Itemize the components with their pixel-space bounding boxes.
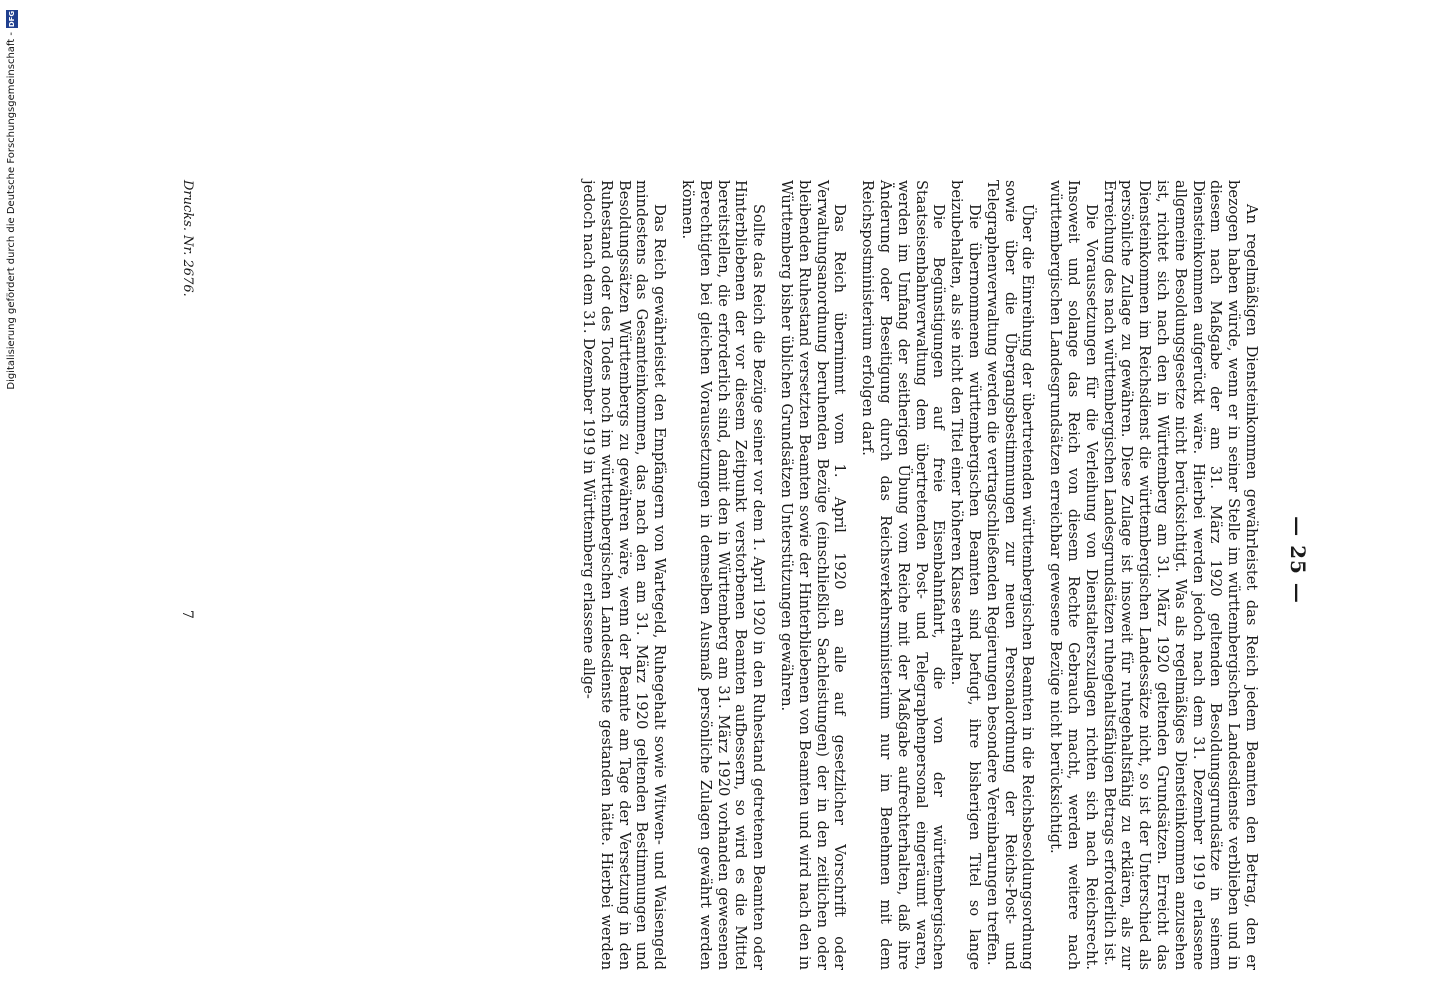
credit-text: Digitalisierung gefördert durch die Deutsche Forschungsgemeinschaft -: [6, 32, 17, 390]
paragraph: Die Voraussetzungen für die Verleihung von Dienstalterszulagen richten sich nach Reichsrecht. Insoweit und solange das Reich von diesem Rechte Gebrauch macht, werden weitere nach württembergischen Landesgrundsätzen erreichbar gewesene Bezüge nicht berücksichtigt.: [1047, 180, 1100, 970]
paragraph: An regelmäßigen Diensteinkommen gewährleistet das Reich jedem Beamten den Betrag, den er bezogen haben würde, wenn er in seiner Stelle im württembergischen Landesdienste verblieben und in diesem nach Maßgabe der am 31. März 1920 geltenden Besoldungsgrundsätze in seinem Diensteinkommen aufgerückt wäre. Hierbei werden jedoch nach dem 31. Dezember 1919 erlassene allgemeine Besoldungsgesetze nicht berücksichtigt. Was als regelmäßiges Diensteinkommen anzusehen ist, richtet sich nach den in Württemberg am 31. März 1920 geltenden Grundsätzen. Erreicht das Diensteinkommen im Reichsdienst die württembergischen Landessätze nicht, so ist der Unterschied als persönliche Zulage zu gewähren. Diese Zulage ist insoweit für ruhegehaltsfähig zu erklären, als zur Erreichung des nach württembergischen Landesgrundsätzen ruhegehaltsfähigen Betrags erforderlich ist.: [1100, 180, 1260, 970]
page-body: [579, 180, 1260, 970]
paragraph: Das Reich gewährleistet den Empfängern von Wartegeld, Ruhegehalt sowie Witwen- und Waisengeld mindestens das Gesamteinkommen, das nach den am 31. März 1920 geltenden Bestimmungen und Besoldungssätzen Württembergs zu gewähren wäre, wenn der Beamte am Tage der Versetzung in den Ruhestand oder des Todes noch im württembergischen Landesdienste gestanden hätte. Hierbei werden jedoch nach dem 31. Dezember 1919 in Württemberg erlassene allge-: [580, 180, 669, 970]
print-reference: Drucks. Nr. 2676.: [180, 180, 195, 297]
page-number: — 25 —: [1286, 516, 1310, 604]
dfg-logo-icon: DFG: [8, 10, 16, 28]
signature-mark: 7: [179, 610, 195, 619]
digitization-credit: [2, 10, 22, 995]
paragraph: Sollte das Reich die Bezüge seiner vor dem 1. April 1920 in den Ruhestand getretenen Beamten oder Hinterbliebenen der vor diesem Zeitpunkt verstorbenen Beamten aufbessern, so wird es die Mittel bereitstellen, die erforderlich sind, damit den in Württemberg am 31. März 1920 vorhanden gewesenen Berechtigten bei gleichen Voraussetzungen in demselben Ausmaß persönliche Zulagen gewährt werden können.: [679, 180, 768, 970]
paragraph: Die übernommenen württembergischen Beamten sind befugt, ihre bisherigen Titel so lange beizubehalten, als sie nicht den Titel einer höheren Klasse erhalten.: [948, 180, 984, 970]
paragraph: Über die Einreihung der übertretenden württembergischen Beamten in die Reichsbesoldungsordnung sowie über die Übergangsbestimmungen zur neuen Personalordnung der Reichs-Post- und Telegraphenverwaltung werden die vertragschließenden Regierungen besondere Vereinbarungen treffen.: [983, 180, 1037, 970]
paragraph: Die Begünstigungen auf freie Eisenbahnfahrt, die von der württembergischen Staatseisenbahnverwaltung dem übertretenden Post- und Telegraphenpersonal eingeräumt waren, werden im Umfang der seitherigen Übung vom Reiche mit der Maßgabe aufrechterhalten, daß ihre Änderung oder Beseitigung durch das Reichsverkehrsministerium nur im Benehmen mit dem Reichspostministerium erfolgen darf.: [859, 180, 948, 970]
paragraph: Das Reich übernimmt vom 1. April 1920 an alle auf gesetzlicher Vorschrift oder Verwaltungsanordnung beruhenden Bezüge (einschließlich Sachleistungen) der in den zeitlichen oder bleibenden Ruhestand versetzten Beamten sowie der Hinterbliebenen von Beamten und wird nach den in Württemberg bisher üblichen Grundsätzen Unterstützungen gewähren.: [778, 180, 849, 970]
scanned-page: [150, 180, 1320, 980]
